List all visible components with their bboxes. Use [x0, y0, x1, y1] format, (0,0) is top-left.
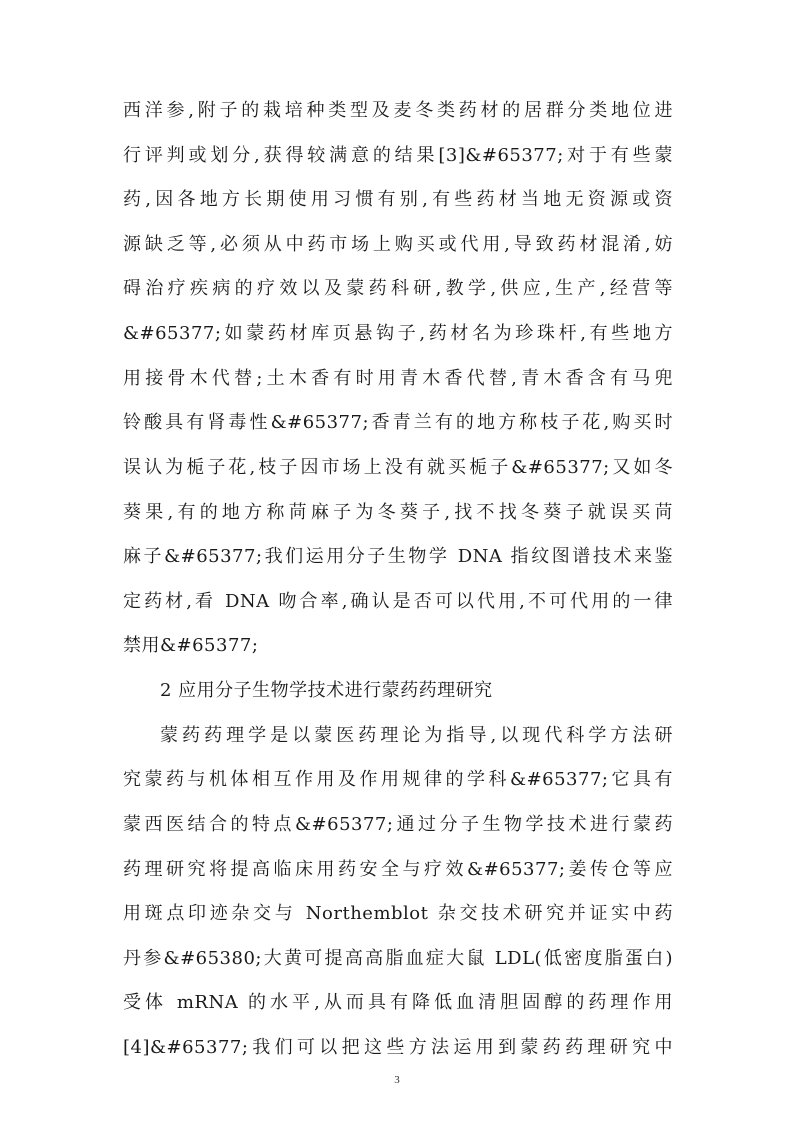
text-line: 西洋参,附子的栽培种类型及麦冬类药材的居群分类地位进	[123, 100, 673, 121]
text-line: 定药材,看 DNA 吻合率,确认是否可以代用,不可代用的一律	[123, 590, 673, 612]
text-line: 误认为栀子花,枝子因市场上没有就买栀子&#65377;又如冬	[123, 456, 673, 478]
text-line: &#65377;如蒙药材库页悬钩子,药材名为珍珠杆,有些地方	[123, 323, 673, 345]
text-line: [4]&#65377;我们可以把这些方法运用到蒙药药理研究中	[123, 1037, 673, 1058]
text-line: 用斑点印迹杂交与 Northemblot 杂交技术研究并证实中药	[123, 903, 673, 925]
text-line: 葵果,有的地方称苘麻子为冬葵子,找不找冬葵子就误买苘	[123, 501, 673, 523]
text-line: 源缺乏等,必须从中药市场上购买或代用,导致药材混淆,妨	[123, 233, 673, 255]
page-number: 3	[394, 1074, 400, 1086]
text-line: 禁用&#65377;	[123, 635, 259, 657]
section-heading: 2 应用分子生物学技术进行蒙药药理研究	[160, 680, 493, 702]
text-line: 药,因各地方长期使用习惯有别,有些药材当地无资源或资	[123, 189, 673, 211]
text-line: 究蒙药与机体相互作用及作用规律的学科&#65377;它具有	[123, 769, 673, 791]
text-line: 用接骨木代替;土木香有时用青木香代替,青木香含有马兜	[123, 367, 673, 389]
text-line: 受体 mRNA 的水平,从而具有降低血清胆固醇的药理作用	[123, 992, 673, 1014]
text-line: 行评判或划分,获得较满意的结果[3]&#65377;对于有些蒙	[123, 144, 673, 166]
text-line: 丹参&#65380;大黄可提高高脂血症大鼠 LDL(低密度脂蛋白)	[123, 947, 673, 969]
text-line: 蒙药药理学是以蒙医药理论为指导,以现代科学方法研	[160, 724, 673, 746]
text-line: 碍治疗疾病的疗效以及蒙药科研,教学,供应,生产,经营等	[123, 278, 673, 300]
text-line: 药理研究将提高临床用药安全与疗效&#65377;姜传仓等应	[123, 858, 673, 880]
text-line: 铃酸具有肾毒性&#65377;香青兰有的地方称枝子花,购买时	[123, 412, 673, 434]
text-line: 蒙西医结合的特点&#65377;通过分子生物学技术进行蒙药	[123, 813, 673, 835]
text-line: 麻子&#65377;我们运用分子生物学 DNA 指纹图谱技术来鉴	[123, 546, 673, 568]
